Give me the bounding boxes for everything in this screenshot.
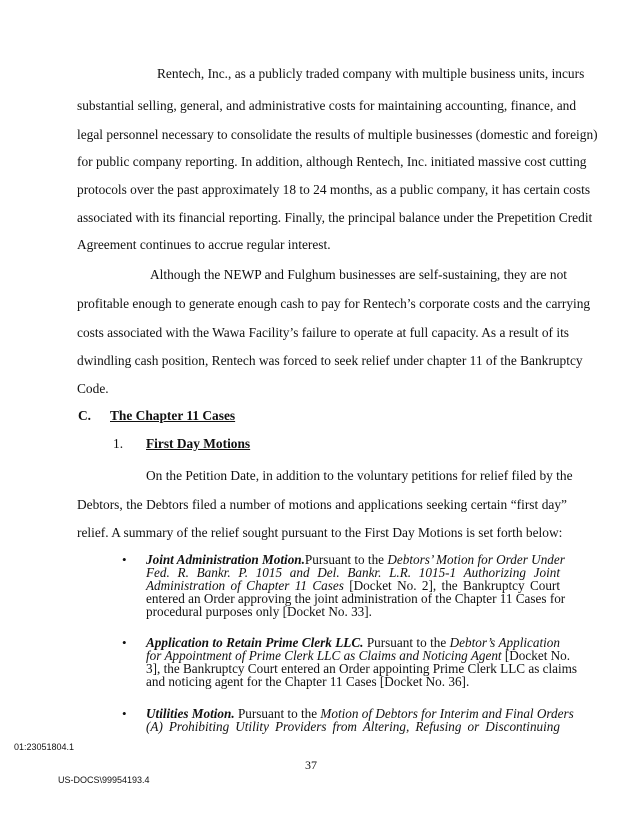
bullet-2-docket: [Docket No. xyxy=(501,648,571,663)
footer-doc-id-bottom: US-DOCS\99954193.4 xyxy=(58,775,150,785)
paragraph-1-line-4: for public company reporting. In addition, although Rentech, Inc. initiated massive cost cutting xyxy=(77,154,587,169)
paragraph-2-line-1: Although the NEWP and Fulghum businesses are self-sustaining, they are not xyxy=(150,267,567,282)
paragraph-2-line-5: Code. xyxy=(77,381,109,396)
bullet-2-text-a: Pursuant to the xyxy=(363,635,450,650)
bullet-1-line-4: entered an Order approving the joint administration of the Chapter 11 Cases for xyxy=(146,591,566,606)
bullet-1-line-5: procedural purposes only [Docket No. 33]. xyxy=(146,604,372,619)
section-title: The Chapter 11 Cases xyxy=(110,408,236,423)
bullet-1-line-2: Fed. R. Bankr. P. 1015 and Del. Bankr. L.R. 1015-1 Authorizing Joint xyxy=(146,565,560,580)
bullet-1-text-a: Pursuant to the xyxy=(304,552,388,567)
bullet-1-motion-name-end: Administration of Chapter 11 Cases xyxy=(146,578,344,593)
bullet-2-line-3: 3], the Bankruptcy Court entered an Order appointing Prime Clerk LLC as claims xyxy=(146,661,578,676)
paragraph-3-line-1: On the Petition Date, in addition to the voluntary petitions for relief filed by the xyxy=(146,468,573,483)
bullet-2-application-name-end: for Appointment of Prime Clerk LLC as Claims and Noticing Agent xyxy=(146,648,502,663)
subsection-title: First Day Motions xyxy=(146,436,251,451)
paragraph-1-line-5: protocols over the past approximately 18 to 24 months, as a public company, it has certain costs xyxy=(77,182,591,197)
bullet-1-motion-name: Debtors’ Motion for Order Under xyxy=(387,552,565,567)
bullet-2-dot: • xyxy=(122,635,127,650)
paragraph-2-line-4: dwindling cash position, Rentech was forced to seek relief under chapter 11 of the Bankruptcy xyxy=(77,353,583,368)
paragraph-1-line-7: Agreement continues to accrue regular interest. xyxy=(77,237,331,252)
bullet-1-docket: [Docket No. 2], the Bankruptcy Court xyxy=(343,578,560,593)
bullet-3-dot: • xyxy=(122,706,127,721)
subsection-number: 1. xyxy=(113,436,124,451)
bullet-3-line-2: (A) Prohibiting Utility Providers from Altering, Refusing or Discontinuing xyxy=(146,719,560,734)
bullet-1-dot: • xyxy=(122,552,127,567)
footer-doc-id-top: 01:23051804.1 xyxy=(14,742,75,752)
bullet-2-title: Application to Retain Prime Clerk LLC. xyxy=(146,635,364,650)
paragraph-1-line-2: substantial selling, general, and administrative costs for maintaining accounting, finance, and xyxy=(77,98,577,113)
paragraph-3-line-2: Debtors, the Debtors filed a number of motions and applications seeking certain “first day” xyxy=(77,497,567,512)
paragraph-1-line-6: associated with its financial reporting. Finally, the principal balance under the Prepetition Credit xyxy=(77,210,593,225)
section-letter: C. xyxy=(78,408,92,423)
paragraph-1-line-1: Rentech, Inc., as a publicly traded company with multiple business units, incurs xyxy=(157,66,585,81)
bullet-2-line-4: and noticing agent for the Chapter 11 Cases [Docket No. 36]. xyxy=(146,674,470,689)
bullet-1-title: Joint Administration Motion. xyxy=(146,552,305,567)
bullet-3-motion-name: Motion of Debtors for Interim and Final Orders xyxy=(320,706,574,721)
paragraph-1-line-3: legal personnel necessary to consolidate the results of multiple businesses (domestic and foreign) xyxy=(77,127,598,142)
paragraph-2-line-2: profitable enough to generate enough cash to pay for Rentech’s corporate costs and the carrying xyxy=(77,296,591,311)
page-number: 37 xyxy=(305,758,317,772)
bullet-2-application-name: Debtor’s Application xyxy=(449,635,560,650)
paragraph-2-line-3: costs associated with the Wawa Facility’s failure to operate at full capacity. As a result of its xyxy=(77,325,569,340)
paragraph-3-line-3: relief. A summary of the relief sought pursuant to the First Day Motions is set forth below: xyxy=(77,525,563,540)
bullet-3-title: Utilities Motion. xyxy=(146,706,235,721)
bullet-3-text-a: Pursuant to the xyxy=(234,706,321,721)
